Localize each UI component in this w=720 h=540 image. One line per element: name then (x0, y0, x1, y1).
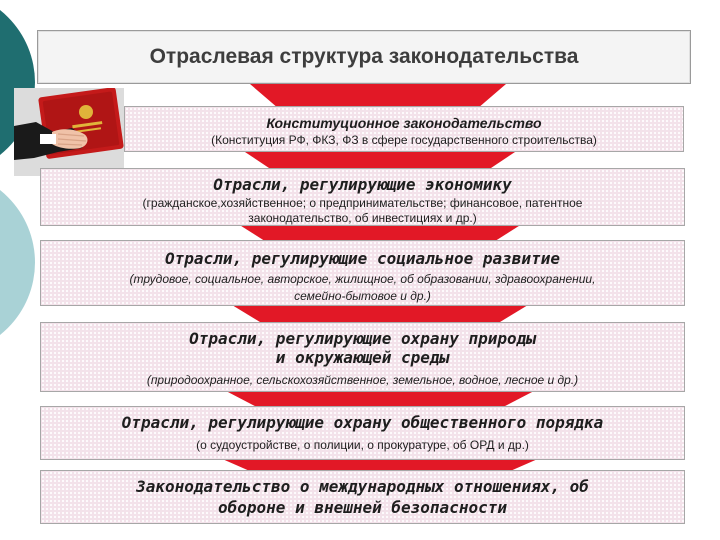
tier-description-line2: семейно-бытовое и др.) (294, 289, 431, 303)
tier-description-line1: (гражданское,хозяйственное; о предпринимательстве; финансовое, патентное (142, 196, 583, 210)
tier-social (40, 240, 685, 306)
tier-heading: Конституционное законодательство (266, 115, 542, 131)
tier-heading: Отрасли, регулирующие социальное развитие (165, 249, 560, 268)
tier-heading-line2: и окружающей среды (275, 348, 450, 367)
tier-description: (о судоустройстве, о полиции, о прокуратуре, об ОРД и др.) (196, 438, 529, 452)
tier-heading: Отрасли, регулирующие экономику (213, 175, 512, 194)
tier-nature (40, 322, 685, 392)
tier-heading-line2: обороне и внешней безопасности (218, 498, 507, 517)
tier-heading-line1: Законодательство о международных отношениях, об (136, 477, 589, 496)
tier-public-order (40, 406, 685, 460)
pyramid-segment-1 (250, 84, 506, 106)
decorative-circle-light (0, 170, 35, 355)
tier-description: (природоохранное, сельскохозяйственное, земельное, водное, лесное и др.) (146, 373, 579, 387)
tier-heading: Отрасли, регулирующие охрану общественного порядка (121, 413, 604, 432)
tier-constitutional (124, 106, 684, 152)
pyramid-segment-4 (232, 305, 528, 323)
tier-international (40, 470, 685, 524)
tier-economy (40, 168, 685, 226)
pyramid-segment-5 (226, 391, 534, 407)
slide-title: Отраслевая структура законодательства (37, 30, 691, 84)
tier-heading-line1: Отрасли, регулирующие охрану природы (189, 329, 536, 348)
constitution-photo (14, 88, 124, 176)
constitution-book-hand-photo-icon (14, 88, 124, 176)
tier-description-line1: (трудовое, социальное, авторское, жилищное, об образовании, здравоохранении, (129, 272, 596, 286)
tier-description: (Конституция РФ, ФКЗ, ФЗ в сфере государственного строительства) (211, 133, 597, 147)
tier-description-line2: законодательство, об инвестициях и др.) (248, 211, 477, 225)
